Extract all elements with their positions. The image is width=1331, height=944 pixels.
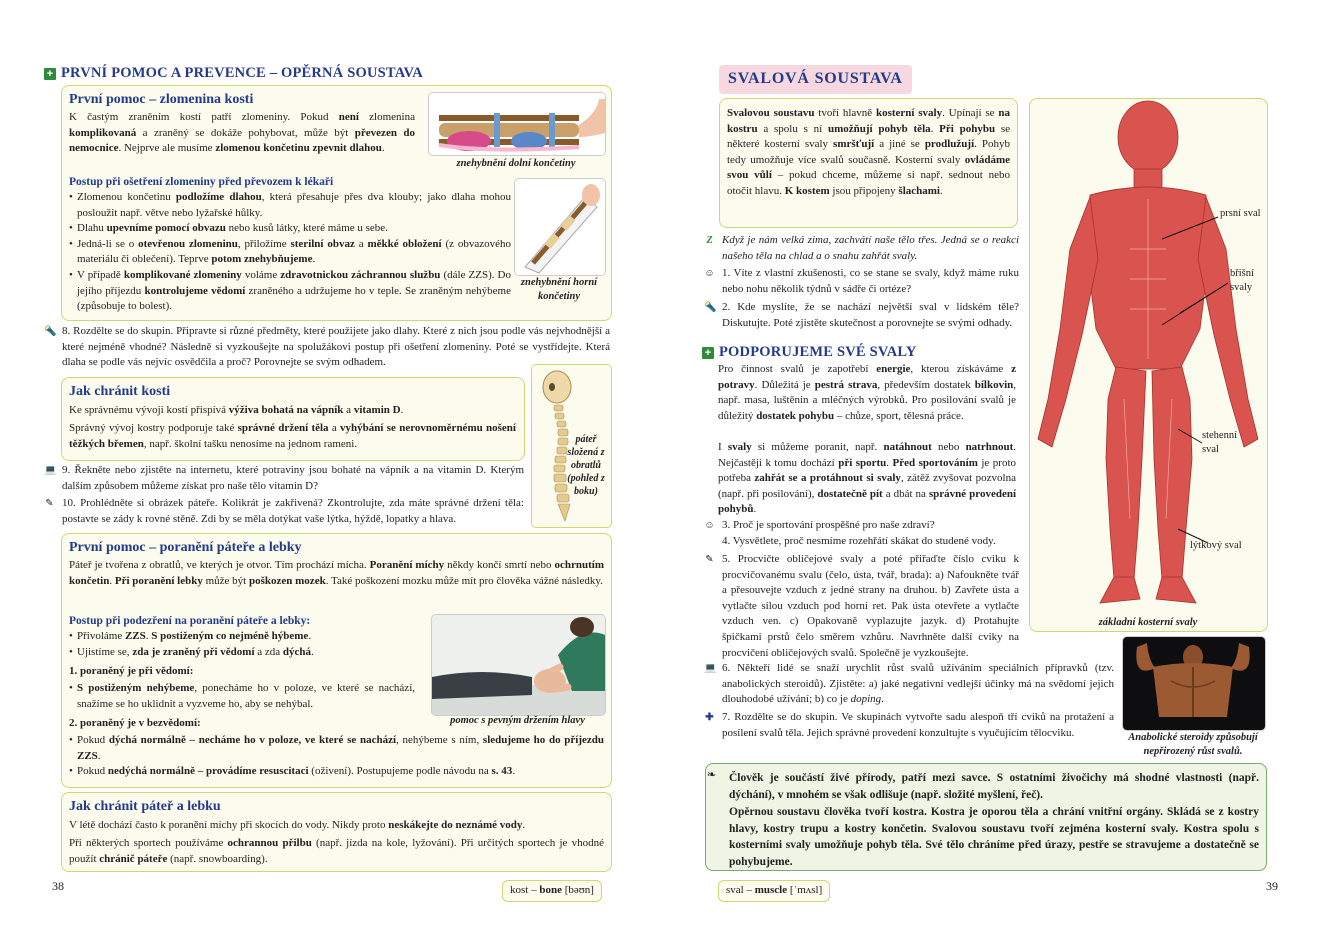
section-support-muscles (702, 342, 917, 363)
bodybuilder-image (1122, 636, 1266, 731)
task-9 (44, 463, 524, 494)
bones-p2: Správný vývoj kostry podporuje také správné držení těla a vyhýbání se nerovnoměrnému nošení těžkých břemen, např. školní tašku nenosíme na jednom rameni. (69, 422, 516, 450)
zzz-icon: Z (706, 235, 713, 246)
pen-icon: ✎ (45, 498, 54, 509)
bones-p1: Ke správnému vývoji kostí přispívá výživa bohatá na vápník a vitamin D. (69, 404, 404, 416)
leg-splint-caption: znehybnění dolní končetiny (456, 158, 576, 169)
vocab-dash: – (528, 884, 540, 896)
computer-icon: 💻 (704, 663, 717, 674)
question-6-text (704, 661, 1114, 708)
task-8-text: 8. Rozdělte se do skupin. Připravte si různé předměty, které použijete jako dlahy. Které z nich jsou podle vás nejvhodnější a které nejméně vhodné? Následně si vyzkoušejte na spolužákovi postup při ošetření zlomeniny. Poté se vystřídejte. Která dlaha se podle vás nejvíc osvědčila a proč? Porovnejte se svým odhadem. (62, 325, 610, 369)
muscle-intro-text: Svalovou soustavu tvoří hlavně kosterní svaly. Upínají se na kostru a spolu s ní umožňují pohyb těla. Při pohybu se některé kosterní svaly smršťují a jiné se prodlužují. Pohyb tedy umožňuje více svalů současně. Kosterní svaly ovládáme svou vůlí – pokud chceme, můžeme si např. sednout nebo otočit hlavu. K kostem jsou připojeny šlachami. (727, 107, 1010, 198)
arm-splint-image (514, 178, 606, 276)
head-support-image (431, 614, 606, 716)
task-9-text: 9. Řekněte nebo zjistěte na internetu, které potraviny jsou bohaté na vápník a na vitamin D. Kterým dalším způsobem můžeme získat pro naše tělo vitamin D? (62, 464, 524, 492)
question-3 (704, 518, 1024, 534)
discussion-icon: ☺ (704, 268, 715, 279)
question-6-end: . (881, 693, 884, 706)
summary-text-1: Člověk je součástí živé přírody, patří mezi savce. S ostatními živočichy má shodné vlastnosti (např. dýchání), v mnohém se však odlišuje (např. složité myšlení, řeč). (729, 772, 1259, 801)
protect-spine-box (61, 792, 612, 872)
vocab-ipa: [ˈmʌsl] (787, 884, 823, 896)
fracture-intro: K častým zraněním kostí patří zlomeniny. Pokud není zlomenina komplikovaná a zraněný se dokáže pohybovat, může být převezen do nemocnice. Nejprve ale musíme zlomenou končetinu zpevnit dlahou. (69, 111, 415, 155)
arm-splint-caption: znehybnění horní končetiny (520, 277, 598, 302)
question-6 (704, 661, 1114, 708)
question-6-main: 6. Někteří lidé se snaží urychlit růst svalů užíváním speciálních přípravků (tzv. anabolických steroidů). Zjistěte: a) jaké negativní vedlejší účinky má na svědomí jejich dlouhodobé užívání; b) co je (722, 662, 1114, 706)
spine-injury-subtitle: Postup při podezření na poranění páteře a lebky: (69, 615, 311, 627)
conscious-heading: 1. poraněný je při vědomí: (69, 665, 194, 677)
vocab-english: bone (539, 884, 562, 896)
spine-injury-box (61, 533, 612, 788)
vocab-ipa: [bəʊn] (561, 884, 594, 896)
protect-spine-title: Jak chránit páteř a lebku (69, 799, 221, 814)
list-item: • Pokud nedýchá normálně – provádíme resuscitaci (oživení). Postupujeme podle návodu na s. 43. (69, 764, 604, 780)
question-3-text: 3. Proč je sportování prospěšné pro naše zdraví? (722, 519, 935, 531)
list-item: • Pokud dýchá normálně – necháme ho v poloze, ve které se nachází, nehýbeme s ním, sledujeme ho do příjezdu ZZS. (69, 733, 604, 764)
section-title-first-aid (44, 63, 423, 84)
spine-injury-title: První pomoc – poranění páteře a lebky (69, 540, 302, 555)
puzzle-icon: ✚ (705, 712, 714, 723)
computer-icon: 💻 (44, 465, 57, 476)
fracture-box-title: První pomoc – zlomenina kosti (69, 92, 254, 107)
spine-injury-list-c (69, 733, 604, 780)
fracture-procedure-title: Postup při ošetření zlomeniny před převozem k lékaři (69, 176, 334, 188)
head-support-caption: pomoc s pevným držením hlavy (450, 715, 585, 726)
list-item: • V případě komplikované zlomeniny voláme zdravotnickou záchrannou službu (dále ZZS). Do jejího příjezdu kontrolujeme vědomí zraněného a udržujeme ho v teple. Se zraněným nehýbeme (způsobuje to bolest). (69, 268, 511, 315)
pen-icon: ✎ (705, 554, 714, 565)
label-chest-muscle: prsní sval (1220, 208, 1261, 219)
page-number-right: 39 (1266, 879, 1278, 893)
vocab-word: sval (726, 884, 744, 896)
fact-text: Když je nám velká zima, zachvátí naše tělo třes. Jedná se o reakci našeho těla na chlad a o snahu zahřát svaly. (722, 234, 1019, 262)
list-item: • Přivoláme ZZS. S postiženým co nejméně hýbeme. (69, 629, 421, 645)
task-10-text: 10. Prohlédněte si obrázek páteře. Kolikrát je zakřivená? Zkontrolujte, zda máte správné držení těla: postavte se zády k rovné stěně. Zdi by se měla dotýkat vaše lýtka, hýždě, lopatky a hlava. (62, 497, 524, 525)
section-title-text: PRVNÍ POMOC A PREVENCE – OPĚRNÁ SOUSTAVA (61, 65, 423, 81)
task-8 (44, 324, 610, 371)
spine-injury-list-b (69, 681, 415, 712)
list-item: • Ujistíme se, zda je zraněný při vědomí a zda dýchá. (69, 645, 421, 661)
right-page (666, 0, 1331, 944)
muscle-intro-box (719, 98, 1018, 228)
list-item: • S postiženým nehýbeme, ponecháme ho v poloze, ve které se nachází, snažíme se ho uklidnit a vyzveme ho, aby se nehýbal. (69, 681, 415, 712)
fracture-box (61, 85, 612, 321)
vocab-dash: – (743, 884, 755, 896)
chapter-title (719, 65, 912, 94)
bones-box-title: Jak chránit kosti (69, 384, 171, 399)
question-7 (704, 710, 1114, 741)
question-5 (704, 552, 1019, 661)
vocab-tag-left (502, 880, 602, 902)
group-task-icon: 🔦 (44, 326, 57, 337)
question-5-text: 5. Procvičte obličejové svaly a poté přiřaďte číslo cviku k procvičovanému svalu (čelo, ústa, tvář, brada): a) Nafoukněte tvář a přesouvejte vzduch z jedné strany na druhou. b) Zavřete ústa a vytlačte silou vzduch pod horní ret. Pak ústa otevřete a vytlačte vzduch ven. c) Opakovaně vyplazujte jazyk. d) Protahujte špičkami prstů čelo směrem vzhůru. Navrhněte další cviky na procvičení obličejových svalů. Společně je vyzkoušejte. (722, 553, 1019, 659)
bones-box (61, 377, 525, 461)
question-4-text: 4. Vysvětlete, proč nesmíme rozehřátí skákat do studené vody. (722, 535, 996, 547)
injury-paragraph: I svaly si můžeme poranit, např. natáhnout nebo natrhnout. Nejčastěji k tomu dochází při sportu. Před sportováním je proto potřeba zahřát se a protáhnout si svaly, zátěž zvyšovat pozvolna (např. při posilování), dostatečně pít a dbát na správné provedení pohybů. (718, 441, 1017, 516)
question-1-text: 1. Víte z vlastní zkušenosti, co se stane se svaly, když máme ruku nebo nohu několik týdnů v sádře či ortéze? (722, 267, 1019, 295)
left-page (0, 0, 665, 944)
question-2-text: 2. Kde myslíte, že se nachází největší sval v lidském těle? Diskutujte. Poté zjistěte skutečnost a porovnejte se svými odhady. (722, 301, 1019, 329)
list-item: • Dlahu upevníme pomocí obvazu nebo kusů látky, které máme u sebe. (69, 221, 511, 237)
vocab-tag-right (718, 880, 830, 902)
first-aid-plus-icon: + (702, 347, 714, 359)
spine-caption: páteř složená z obratlů (pohled z boku) (567, 434, 605, 497)
page-number-left: 38 (52, 879, 64, 893)
label-thigh-muscle: stehenní sval (1202, 430, 1237, 455)
task-10 (44, 496, 524, 527)
muscle-figure-caption: základní kosterní svaly (1098, 617, 1198, 628)
label-abdominal-muscles: břišní svaly (1230, 268, 1254, 293)
nutrition-paragraph: Pro činnost svalů je zapotřebí energie, kterou získáváme z potravy. Důležitá je pestrá strava, především dostatek bílkovin, např. masa, luštěnin a mléčných výrobků. Pro posilování svalů je důležitý dostatek pohybu – chůze, sport, tělesná práce. (718, 363, 1017, 422)
protect-spine-p2: Při některých sportech používáme ochrannou přilbu (např. jízda na kole, lyžování). Při určitých sportech je vhodné použít chránič páteře (např. snowboarding). (69, 837, 604, 865)
question-1 (704, 266, 1019, 297)
question-2 (704, 300, 1019, 331)
fact-note (704, 233, 1019, 264)
chapter-title-text: SVALOVÁ SOUSTAVA (728, 70, 903, 87)
summary-text-2: Opěrnou soustavu člověka tvoří kostra. Kostra je oporou těla a chrání vnitřní orgány. Skládá se z kostry hlavy, kostry trupu a kostry končetin. Svalovou soustavu tvoří zejména kosterní svaly. Kostra spolu s kosterními svaly umožňuje pohyb těla. Své tělo chráníme před úrazy, pestře se stravujeme a dostatečně se pohybujeme. (729, 806, 1259, 869)
section-support-muscles-text: PODPORUJEME SVÉ SVALY (719, 344, 917, 360)
spine-injury-intro: Páteř je tvořena z obratlů, ve kterých je otvor. Tím prochází mícha. Poranění míchy někdy končí smrtí nebo ochrnutím končetin. Při poranění lebky může být poškozen mozek. Také poškození mozku může mít pro člověka vážné následky. (69, 559, 604, 587)
vocab-word: kost (510, 884, 529, 896)
summary-box (705, 763, 1267, 871)
summary-icon: ❧ (706, 769, 717, 781)
question-7-text: 7. Rozdělte se do skupin. Ve skupinách vytvořte sadu alespoň tří cviků na protažení a posílení svalů těla. Jejich správné provedení konzultujte s vyučujícím tělocviku. (722, 711, 1114, 739)
first-aid-plus-icon: + (44, 68, 56, 80)
fracture-procedure-list (69, 190, 511, 315)
muscle-figure-box (1029, 98, 1268, 632)
question-4 (704, 534, 1024, 550)
list-item: • Jedná-li se o otevřenou zlomeninu, přiložíme sterilní obvaz a měkké obložení (z obvazového materiálu či oblečení). Teprve potom znehybňujeme. (69, 237, 511, 268)
label-calf-muscle: lýtkový sval (1190, 540, 1242, 551)
steroids-caption: Anabolické steroidy způsobují nepřirozený růst svalů. (1128, 732, 1258, 757)
vocab-english: muscle (754, 884, 788, 896)
discussion-icon: ☺ (704, 520, 715, 531)
doping-term: doping (850, 693, 882, 706)
unconscious-heading: 2. poraněný je v bezvědomí: (69, 717, 201, 729)
spine-injury-list-a (69, 629, 421, 660)
list-item: • Zlomenou končetinu podložíme dlahou, která přesahuje přes dva klouby; jako dlaha mohou posloužit např. větve nebo lyžařské hůlky. (69, 190, 511, 221)
group-task-icon: 🔦 (704, 302, 717, 313)
leg-splint-image (428, 92, 606, 156)
protect-spine-p1: V létě dochází často k poranění míchy při skocích do vody. Nikdy proto neskákejte do neznámé vody. (69, 819, 526, 831)
